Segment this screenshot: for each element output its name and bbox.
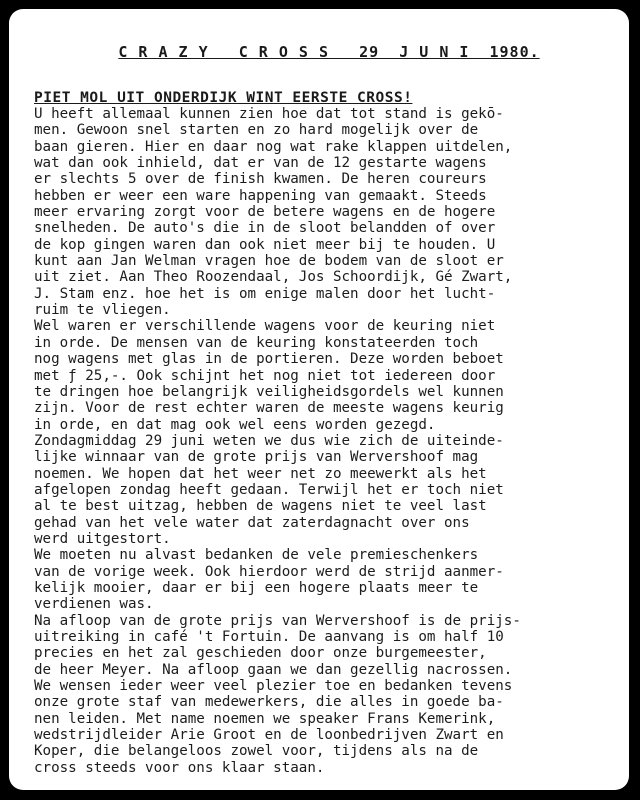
document-title <box>0 43 640 61</box>
body-text-line: baan gieren. Hier en daar nog wat rake klappen uitdelen, <box>34 138 513 155</box>
body-text-line: nen leiden. Met name noemen we speaker Frans Kemerink, <box>34 710 496 727</box>
body-text-line: noemen. We hopen dat het weer net zo meewerkt als het <box>34 465 487 482</box>
body-text-line: onze grote staf van medewerkers, die alles in goede ba- <box>34 694 504 711</box>
body-text-line: precies en het zal geschieden door onze burgemeester, <box>34 645 487 662</box>
article-headline: PIET MOL UIT ONDERDIJK WINT EERSTE CROSS! <box>34 90 413 106</box>
body-text-line: lijke winnaar van de grote prijs van Wervershoof mag <box>34 449 479 466</box>
body-text-line: werd uitgestort. <box>34 530 171 547</box>
body-text-line: verdienen was. <box>34 596 154 613</box>
article-body <box>34 106 614 776</box>
body-text-line: kelijk mooier, daar er bij een hogere plaats meer te <box>34 579 479 596</box>
body-text-line: Na afloop van de grote prijs van Wervershoof is de prijs- <box>34 612 521 629</box>
body-text-line: We moeten nu alvast bedanken de vele premieschenkers <box>34 547 479 564</box>
body-text-line: met ƒ 25,-. Ook schijnt het nog niet tot iedereen door <box>34 367 496 384</box>
body-text-line: uitreiking in café 't Fortuin. De aanvang is om half 10 <box>34 629 504 645</box>
body-text-line: U heeft allemaal kunnen zien hoe dat tot stand is gekō- <box>34 106 504 122</box>
body-text-line: uit ziet. Aan Theo Roozendaal, Jos Schoordijk, Gé Zwart, <box>34 269 513 286</box>
body-text-line: in orde. De mensen van de keuring konstateerden toch <box>34 334 479 351</box>
body-text-line: van de vorige week. Ook hierdoor werd de strijd aanmer- <box>34 563 504 580</box>
body-text-line: J. Stam enz. hoe het is om enige malen door het lucht- <box>34 285 496 302</box>
body-text-line: meer ervaring zorgt voor de betere wagens en de hogere <box>34 204 496 221</box>
body-text-line: men. Gewoon snel starten en zo hard mogelijk over de <box>34 122 479 139</box>
document-title-text: C R A Z Y C R O S S 29 J U N I 1980. <box>118 43 540 61</box>
body-text-line: hebben er weer een ware happening van gemaakt. Steeds <box>34 187 487 204</box>
body-text-line: kunt aan Jan Welman vragen hoe de bodem van de sloot er <box>34 253 504 270</box>
body-text-line: ruim te vliegen. <box>34 302 171 319</box>
body-text-line: er slechts 5 over de finish kwamen. De heren coureurs <box>34 171 487 188</box>
body-text-line: wedstrijdleider Arie Groot en de loonbedrijven Zwart en <box>34 727 504 744</box>
body-text-line: afgelopen zondag heeft gedaan. Terwijl het er toch niet <box>34 481 504 498</box>
body-text-line: al te best uitzag, hebben de wagens niet te veel last <box>34 498 487 515</box>
body-text-line: nog wagens met glas in de portieren. Deze worden beboet <box>34 351 504 368</box>
body-text-line: snelheden. De auto's die in de sloot belandden of over <box>34 220 496 237</box>
body-text-line: We wensen ieder weer veel plezier toe en bedanken tevens <box>34 678 513 695</box>
body-text-line: cross steeds voor ons klaar staan. <box>34 759 325 776</box>
body-text-line: de kop gingen waren dan ook niet meer bij te houden. U <box>34 236 496 253</box>
body-text-line: wat dan ook inhield, dat er van de 12 gestarte wagens <box>34 155 487 172</box>
body-text-line: Wel waren er verschillende wagens voor de keuring niet <box>34 318 496 335</box>
body-text-line: gehad van het vele water dat zaterdagnacht over ons <box>34 514 470 531</box>
body-text-line: Koper, die belangeloos zowel voor, tijdens als na de <box>34 743 479 760</box>
body-text-line: Zondagmiddag 29 juni weten we dus wie zich de uiteinde- <box>34 432 504 449</box>
body-text-line: in orde, en dat mag ook wel eens worden gezegd. <box>34 416 436 433</box>
body-text-line: de heer Meyer. Na afloop gaan we dan gezellig nacrossen. <box>34 661 513 678</box>
body-text-line: te dringen hoe belangrijk veiligheidsgordels wel kunnen <box>34 383 504 400</box>
body-text-line: zijn. Voor de rest echter waren de meeste wagens keurig <box>34 400 504 417</box>
